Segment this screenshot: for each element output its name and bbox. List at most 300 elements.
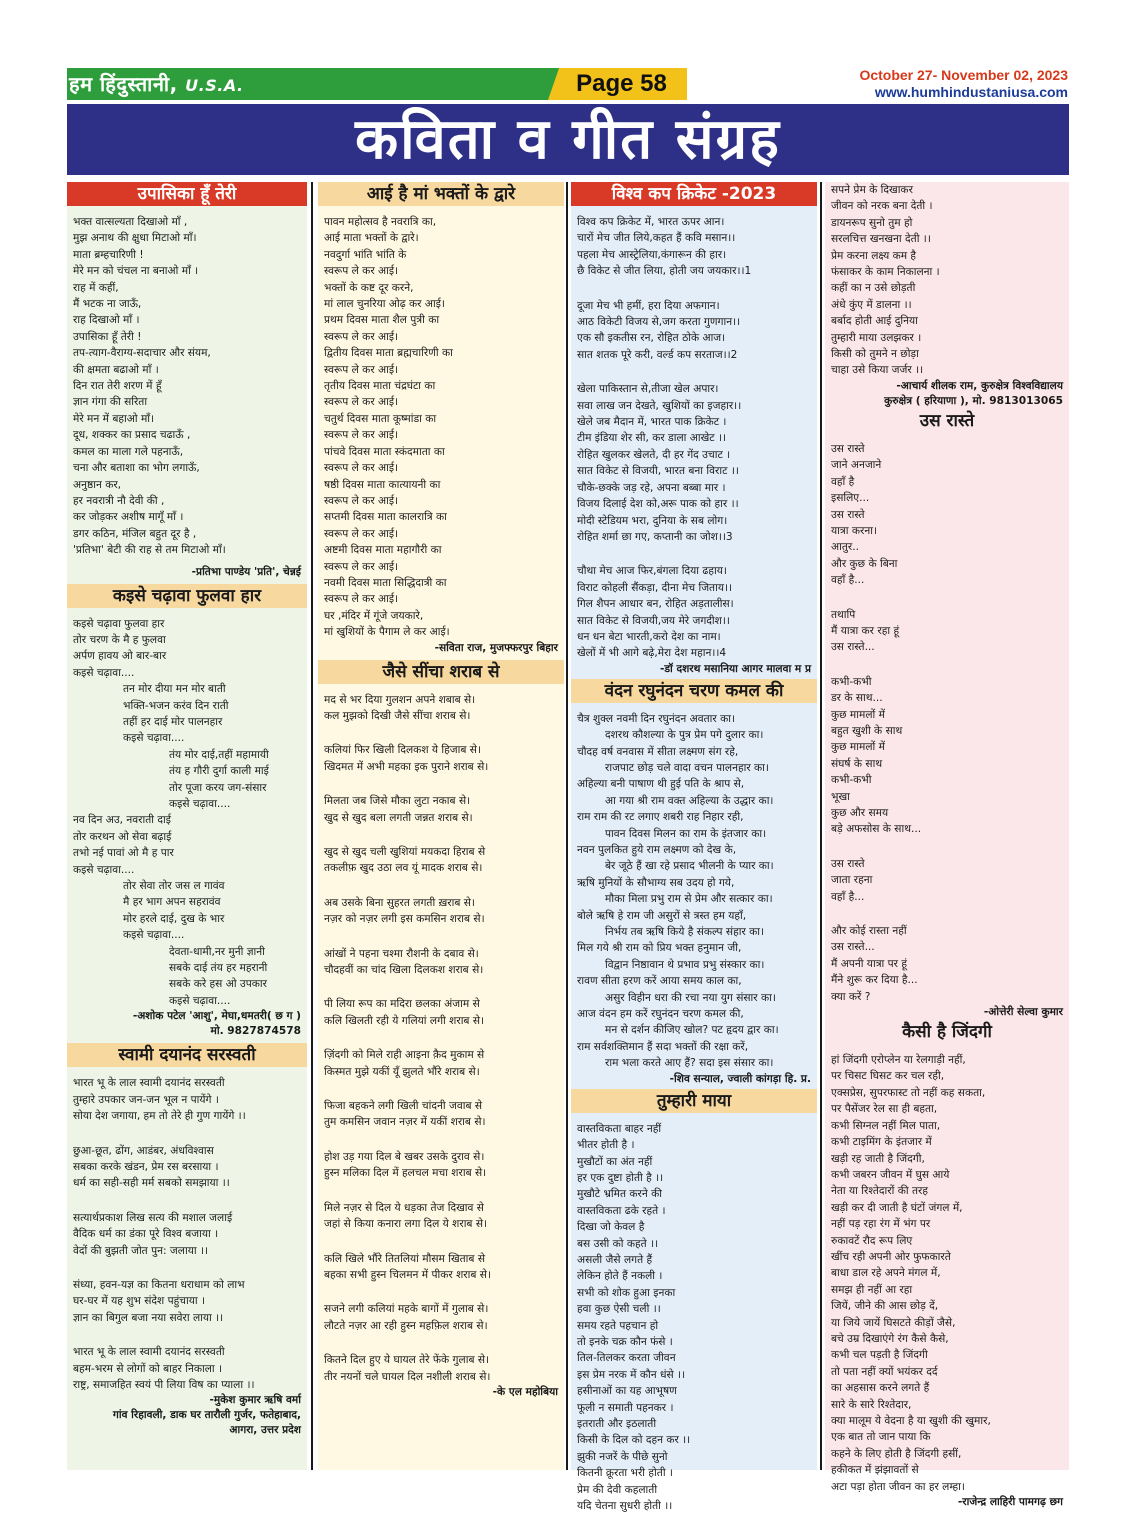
poem-line: फंसाकर के काम निकालना । [831, 266, 940, 279]
poem-line: की क्षमता बढाओ माँ । [73, 363, 159, 376]
poem-line: पावन दिवस मिलन का राम के इंतजार का। [605, 827, 767, 840]
poem-author: -सविता राज, मुजफ्फरपुर बिहार [434, 641, 558, 654]
poem-line: सोया देश जगाया, हम तो तेरे ही गुण गायेंगे ।। [73, 1110, 246, 1123]
poem-line: बर्बाद होती आई दुनिया [831, 315, 918, 328]
poem-body [67, 616, 307, 682]
poem-line: स्वरूप ले कर आई। [324, 527, 399, 540]
poem-line: बस उसी को कहते ।। [577, 1237, 659, 1250]
poem-line: सजने लगी कलियां महके बागों में गुलाब से। [324, 1303, 489, 1316]
poem-line: कुछ मामलों में [831, 741, 885, 754]
section-title: कविता व गीत संग्रह [355, 107, 781, 172]
poem-line: सभी को शोक हुआ इनका [577, 1286, 676, 1299]
poem-line: वहाँ है... [831, 890, 865, 903]
poem-line: वास्तविकता बाहर नहीं [577, 1122, 662, 1135]
brand-logo [69, 70, 244, 98]
poem-line: कहने के लिए होती है जिंदगी हसीं, [831, 1447, 962, 1460]
poem-line: चौके-छक्के जड़ रहे, अपना बब्बा मार । [577, 481, 726, 494]
poem-line: नव दिन अउ, नवराती दाई [73, 814, 171, 827]
poem-line: भारत भू के लाल स्वामी दयानंद सरस्वती [73, 1346, 225, 1359]
poem-line: बहम-भरम से लोगों को बाहर निकाला । [73, 1362, 223, 1375]
poem-line: जाता रहना [831, 874, 873, 887]
poem-line: बड़े अफसोस के साथ... [831, 823, 922, 836]
poem-line: राम सर्वशक्तिमान हैं सदा भक्तों की रक्षा करें, [577, 1040, 749, 1053]
poem-title: कइसे चढ़ावा फुलवा हार [67, 584, 307, 608]
poem-line: नज़र को नज़र लगी इस कमसिन शराब से। [324, 913, 485, 926]
poem-line: मोदी स्टेडियम भरा, दुनिया के सब लोग। [577, 514, 728, 527]
poem-line: सबके करे हस ओ उपकार [169, 978, 267, 991]
poem-line: इसलिए... [831, 492, 870, 505]
poem-line: अब उसके बिना सुहरत लगती ख़राब से। [324, 896, 475, 909]
author-address: कुरुक्षेत्र ( हरियाणा ), मो. 9813013065 [884, 394, 1063, 407]
poem-stanza [825, 923, 1069, 1005]
poem-line: वैदिक धर्म का डंका पूरे विश्व बजाया । [73, 1228, 219, 1241]
poem-line: होश उड़ गया दिल बे खबर उसके दुराव से। [324, 1150, 485, 1163]
poem-title: कैसी है जिंदगी [902, 1022, 992, 1043]
poem-line: हुस्न मलिका दिल में हलचल मचा शराब से। [324, 1167, 487, 1180]
poem-line: स्वरूप ले कर आई। [324, 265, 399, 278]
poem-line: मिल गये श्री राम को प्रिय भक्त हनुमान जी, [577, 942, 742, 955]
poem-line: चारों मेच जीत लिये,कहत हैं कवि मसान।। [577, 232, 736, 245]
poem-line: भूखा [831, 790, 850, 803]
poem-line: आज वंदन हम करें रघुनंदन चरण कमल की, [577, 1008, 744, 1021]
poem-couplet [318, 1149, 564, 1182]
poem-line: तो इनके चक्र कौन फंसे । [577, 1335, 673, 1348]
poem-couplet [318, 946, 564, 979]
poem-line: पावन महोत्सव है नवरात्रि का, [324, 216, 437, 228]
poem-line: नवमी दिवस माता सिद्धिदात्री का [324, 576, 447, 589]
poem-stanza [825, 856, 1069, 905]
poem-line: मैंने शुरू कर दिया है... [831, 974, 918, 987]
poem-line: इतराती और इठलाती [577, 1418, 657, 1430]
poem-line: राम राम की रट लगाए शबरी राह निहार रही, [577, 811, 744, 824]
poem-author: -अशोक पटेल 'आशु', मेघा,धमतरी( छ ग ) [132, 1010, 301, 1023]
poem-line: पहला मेच आस्ट्रेलिया,कंगारून की हार। [577, 248, 727, 261]
poem-stanza [67, 747, 307, 813]
poem-line: द्वितीय दिवस माता ब्रह्मचारिणी का [324, 347, 453, 360]
poem-line: कर जोड़कर अशीष मागूँ माँ । [73, 511, 184, 524]
poem-line: तिल-तिलकर करता जीवन [577, 1352, 676, 1365]
poem-line: कइसे चढ़ावा.... [73, 863, 135, 876]
poem-title: स्वामी दयानंद सरस्वती [67, 1043, 307, 1067]
poem-line: हर एक दुष्टा होती है ।। [577, 1171, 664, 1184]
column-1 [67, 182, 307, 1470]
poem-line: तृतीय दिवस माता चंद्रघंटा का [324, 380, 436, 393]
column-divider [311, 182, 313, 1470]
poem-line: भक्ति-भजन करंव दिन राती [123, 699, 229, 712]
poem-line: बहुत खुशी के साथ [831, 724, 903, 737]
poem-line: मैं यात्रा कर रहा हूं [831, 624, 900, 637]
poem-line: सात विकेट से विजयी, भारत बना विराट ।। [577, 465, 739, 478]
brand-name: हम हिंदुस्तानी, [69, 72, 178, 96]
poem-line: राष्ट्र, समाजहित स्वयं पी लिया विष का प्याला ।। [73, 1378, 255, 1391]
poem-line: घर-घर में यह शुभ संदेश पहुंचाया । [73, 1295, 205, 1308]
poem-line: अष्टमी दिवस माता महागौरी का [324, 544, 442, 557]
poem-line: कितने दिल हुए ये घायल तेरे फेंके गुलाब से। [324, 1354, 490, 1367]
poem-line: क्या करें ? [831, 990, 871, 1003]
poem-line: नवन पुलकित हुये राम लक्ष्मण को देख के, [577, 844, 737, 856]
author-address: गांव रिहावली, डाक घर तारौली गुर्जर, फतेहाबाद, [112, 1409, 301, 1422]
poem-line: डर के साथ... [831, 692, 883, 705]
poem-line: कइसे चढ़ावा.... [169, 798, 231, 810]
poem-line: दूध, शक्कर का प्रसाद चढाऊँ , [73, 429, 191, 442]
poem-line: किसी के दिल को दहन कर ।। [577, 1434, 691, 1447]
poem-line: यदि चेतना सुधरी होती ।। [577, 1500, 673, 1513]
poem-couplet [318, 742, 564, 775]
poem-line: तो पता नहीं क्यों भयंकर दर्द [831, 1365, 938, 1378]
poem-line: मद से भर दिया गुलशन अपने शबाब से। [324, 693, 476, 706]
author-address: आगरा, उत्तर प्रदेश [229, 1424, 301, 1437]
poem-line: सबके दाई तंय हर महरानी [169, 962, 268, 975]
poem-line: तहीं हर दाई मोर पालनहार [123, 715, 223, 728]
poem-line: कभी चल पड़ती है जिंदगी [831, 1349, 928, 1362]
poem-line: डायनरूप सुनो तुम हो [831, 216, 913, 229]
poem-line: खड़ी कर दी जाती है घंटों जंगल में, [831, 1201, 963, 1214]
poem-line: उस रास्ते... [831, 641, 875, 654]
poem-line: स्वरूप ले कर आई। [324, 429, 399, 442]
poem-line: चौथा मेच आज फिर,बंगला दिया ढहाय। [577, 565, 727, 578]
poem-line: चतुर्थ दिवस माता कूष्मांडा का [324, 412, 437, 425]
poem-line: स्वरूप ले कर आई। [324, 560, 399, 573]
poem-couplet [318, 1098, 564, 1131]
poem-line: चाहा उसे किया जर्जर ।। [831, 364, 924, 377]
poem-line: दिखा जो केवल है [577, 1221, 645, 1234]
poem-line: वहाँ है [831, 475, 855, 488]
poem-line: सत्यार्थप्रकाश लिख सत्य की मशाल जलाई [73, 1211, 233, 1224]
poem-line: खिदमत में अभी महका इक पुराने शराब से। [324, 760, 489, 773]
poem-line: माता ब्रम्हचारिणी ! [73, 248, 144, 261]
poem-couplet [318, 996, 564, 1029]
poem-line: अनुष्ठान कर, [73, 478, 122, 491]
poem-line: बोले ऋषि हे राम जी असुरों से त्रस्त हम यहाँ, [577, 909, 747, 922]
poem-line: तंय मोर दाई,तहीं महामायी [169, 748, 269, 761]
poem-title: आई है मां भक्तों के द्वारे [318, 182, 564, 206]
column-2 [318, 182, 564, 1470]
poem-line: कभी-कभी [831, 675, 872, 688]
brand-suffix: U.S.A. [185, 76, 244, 95]
poem-line: कितनी क्रूरता भरी होती । [577, 1467, 673, 1480]
poem-line: षष्ठी दिवस माता कात्यायनी का [324, 478, 441, 491]
poem-line: चौदहवीं का चांद खिला दिलकश शराब से। [324, 964, 484, 977]
poem-line: उस रास्ते [831, 857, 865, 870]
author-phone: मो. 9827874578 [210, 1025, 301, 1038]
poem-line: रावण सीता हरण करें आया समय काल का, [577, 975, 742, 988]
poem-author: -ओत्तेरी सेल्वा कुमार [983, 1006, 1063, 1019]
poem-author: -आचार्य शीलक राम, कुरुक्षेत्र विश्वविद्यालय [896, 379, 1063, 392]
poem-line: एक्सप्रेस, सुपरफास्ट तो नहीं कह सकता, [831, 1086, 986, 1099]
poem-line: धन धन बेटा भारती,करो देश का नाम। [577, 630, 721, 643]
poem-line: नेता या रिश्तेदारों की तरह [831, 1185, 928, 1198]
poem-line: रोहित शर्मा छा गए, कप्तानी का जोश।।3 [577, 530, 733, 543]
poem-line: आई माता भक्तों के द्वारे। [324, 232, 419, 245]
poem-line: तंय ह गौरी दुर्गा काली माई [169, 765, 269, 778]
poem-line: खड़ी रह जाती है जिंदगी, [831, 1152, 925, 1165]
poem-line: चौदह वर्ष वनवास में सीता लक्ष्मण संग रहे, [577, 745, 739, 758]
poem-line: खेलों में भी आगे बढ़े,मेरा देश महान।।4 [577, 647, 727, 660]
poem-line: एक बात तो जान पाया कि [831, 1431, 931, 1444]
poem-line: कइसे चढ़ावा.... [123, 929, 185, 942]
column-divider [820, 182, 822, 1470]
poem-line: सप्तमी दिवस माता कालरात्रि का [324, 511, 447, 524]
poem-line: राह में कहीं, [73, 281, 119, 294]
poem-line: पर चिसट घिसट कर चल रही, [831, 1070, 945, 1083]
poem-stanza [825, 441, 1069, 589]
poem-line: रुकावटें रौद रूप लिए [831, 1234, 913, 1247]
poem-line: आंखों ने पहना चश्मा रौशनी के दबाव से। [324, 947, 479, 960]
poem-line: उपासिका हूँ तेरी ! [73, 330, 142, 343]
poem-line: क्या मालूम ये वेदना है या खुशी की खुमार, [831, 1415, 991, 1427]
poem-title: तुम्हारी माया [571, 1089, 817, 1113]
poem-line: तभो नई पावां ओ मै ह पार [73, 847, 174, 860]
poem-couplet [318, 692, 564, 725]
poem-line: टीम इंडिया शेर सी, कर डाला आखेट ।। [577, 432, 726, 445]
poem-line: आठ विकेटी विजय से,जग करता गुणगान।। [577, 316, 741, 329]
poem-stanza [67, 1344, 307, 1393]
poem-stanza [571, 381, 817, 545]
poem-line: आतुर.. [831, 541, 859, 554]
column-divider [566, 182, 568, 1470]
poem-line: मुझ अनाथ की क्षुधा मिटाओ माँ। [73, 232, 197, 245]
poem-line: रोहित खुलकर खेलते, दी हर गेंद उचाट । [577, 448, 731, 461]
website-link[interactable]: www.humhindustaniusa.com [874, 84, 1068, 100]
poem-author: -शिव सन्याल, ज्वाली कांगड़ा हि. प्र. [669, 1072, 811, 1085]
poem-line: लौटते नज़र आ रही हुस्न महफ़िल शराब से। [324, 1319, 488, 1332]
poem-line: छुआ-छूत, ढोंग, आडंबर, अंधविश्वास [73, 1144, 214, 1157]
poem-line: स्वरूप ले कर आई। [324, 330, 399, 343]
poem-line: भीतर होती है । [577, 1139, 635, 1152]
poem-line: नवदुर्गा भांति भांति के [324, 248, 407, 261]
poem-line: एक सौ इकतीस रन, रोहित ठोके आज। [577, 332, 726, 345]
poem-line: तथापि [831, 608, 856, 621]
poem-line: सबका करके खंडन, प्रेम रस बरसाया । [73, 1160, 219, 1173]
poem-line: कइसे चढ़ावा.... [73, 666, 135, 679]
poem-line: का अहसास करने लगते हैं [831, 1382, 930, 1395]
poem-line: दिन रात तेरी शरण में हूँ [73, 380, 162, 393]
poem-stanza [67, 1143, 307, 1192]
poem-line: कइसे चढ़ावा.... [169, 994, 231, 1007]
poem-line: खुद से खुद चली खुशियां मयकदा हिराब से [324, 846, 486, 858]
poem-line: समझ ही नहीं आ रहा [831, 1283, 913, 1296]
poem-line: तप-त्याग-वैराग्य-सदाचार और संयम, [73, 347, 211, 360]
poem-stanza [67, 878, 307, 944]
poem-line: खुद से खुद बला लगती जन्नत शराब से। [324, 811, 473, 824]
poem-line: ज्ञान का बिगुल बजा नया सवेरा लाया ।। [73, 1311, 224, 1324]
poem-line: तकलीफ़ खुद उठा लव यूं मादक शराब से। [324, 862, 483, 875]
poem-couplet [318, 1200, 564, 1233]
poem-line: वास्तविकता ढके रहते । [577, 1204, 666, 1217]
poem-line: कहीं का न उसे छोड़ती [831, 282, 916, 295]
poem-line: और कोई रास्ता नहीं [831, 925, 907, 938]
poem-line: स्वरूप ले कर आई। [324, 396, 399, 409]
poem-body [825, 1052, 1069, 1495]
poem-line: पी लिया रूप का मदिरा छलका अंजाम से [324, 998, 480, 1011]
poem-line: जहां से किया कनारा लगा दिल ये शराब से। [324, 1218, 488, 1231]
poem-line: तोर पूजा करय जग-संसार [169, 781, 267, 794]
poem-line: कभी सिग्नल नहीं मिल पाता, [831, 1119, 941, 1132]
poem-line: विद्वान निष्ठावान थे प्रभाव प्रभु संस्कार का। [605, 958, 765, 971]
poem-line: स्वरूप ले कर आई। [324, 363, 399, 376]
poem-line: कइसे चढ़ावा.... [123, 732, 185, 745]
poem-line: भक्त वात्सल्यता दिखाओ माँ , [73, 216, 188, 228]
poem-line: प्रेम करना लक्ष्य कम है [831, 249, 917, 262]
poem-author: -मुकेश कुमार ऋषि वर्मा [209, 1394, 301, 1407]
poem-line: स्वरूप ले कर आई। [324, 494, 399, 507]
poem-couplet [318, 895, 564, 928]
poem-couplet [318, 1047, 564, 1080]
poem-line: मिले नज़र से दिल ये धड़का तेज दिखाव से [324, 1201, 484, 1214]
poem-line: मेरे मन में बहाओ माँ। [73, 412, 155, 425]
column-4 [825, 182, 1069, 1509]
poem-line: बाधा डाल रहे अपने मंगल में, [831, 1267, 941, 1280]
poem-line: धर्म का सही-सही मर्म सबको समझाया ।। [73, 1177, 230, 1190]
poem-line: ऋषि मुनियों के सौभाग्य सब उदय हो गये, [577, 876, 735, 889]
poem-couplet [318, 1251, 564, 1284]
poem-line: कभी-कभी [831, 774, 872, 787]
poem-line: चना और बताशा का भोग लगाऊँ, [73, 462, 200, 475]
poem-line: हवा कुछ ऐसी चली ।। [577, 1303, 661, 1316]
poem-line: बेर जूठे हैं खा रहे प्रसाद भीलनी के प्यार का। [605, 860, 774, 873]
poem-line: उस रास्ते [831, 442, 865, 455]
poem-line: निर्भय तब ऋषि किये है संकल्प संहार का। [605, 926, 765, 939]
poem-line: प्रेम की देवी कहलाती [577, 1483, 658, 1496]
poem-line: कुछ और समय [831, 807, 889, 819]
poem-line: तीर नयनों चले घायल दिल नशीली शराब से। [324, 1370, 491, 1383]
poem-line: और कुछ के बिना [831, 557, 898, 570]
poem-line: सात विकेट से विजयी,जय मेरे जगदीश।। [577, 614, 730, 627]
poem-line: यात्रा करना। [831, 524, 877, 537]
poem-stanza [571, 214, 817, 280]
poem-line: विश्व कप क्रिकेट में, भारत ऊपर आन। [577, 216, 725, 228]
poem-line: बचे उम्र दिखाएंगे रंग कैसे कैसे, [831, 1332, 949, 1345]
poem-line: ज्ञान गंगा की सरिता [73, 396, 148, 409]
poem-line: वेदों की बुझती जोत पुन: जलाया ।। [73, 1244, 208, 1257]
poem-line: स्वरूप ले कर आई। [324, 593, 399, 606]
poem-line: प्रथम दिवस माता शैल पुत्री का [324, 314, 440, 327]
poem-stanza [825, 674, 1069, 838]
poem-line: तुम कमसिन जवान नज़र में यकीं शराब से। [324, 1116, 486, 1129]
poem-line: मेरे मन को चंचल ना बनाओ माँ । [73, 265, 199, 278]
poem-line: कलि खिले भौंरे तितलियां मौसम खिताब से [324, 1252, 485, 1265]
poem-line: छै विकेट से जीत लिया, होती जय जयकार।।1 [577, 265, 752, 278]
poem-line: राम भला करते आए हैं? सदा इस संसार का। [605, 1057, 774, 1070]
poem-line: सपने प्रेम के दिखाकर [831, 184, 913, 196]
poem-line: हकीकत में झंझावतों से [831, 1464, 919, 1477]
poem-line: समय रहते पहचान हो [577, 1319, 659, 1332]
poem-line: डगर कठिन, मंजिल बहुत दूर है , [73, 527, 197, 540]
column-3 [571, 182, 817, 1513]
poem-stanza [67, 944, 307, 1010]
poem-line: तन मोर दीया मन मोर बाती [123, 683, 226, 696]
poem-line: मुखौटे भ्रमित करने की [577, 1188, 662, 1201]
poem-stanza [825, 607, 1069, 656]
poem-line: हसीनाओं का यह आभूषण [577, 1385, 677, 1398]
poem-line: कमल का माला गले पहनाऊँ, [73, 445, 184, 458]
poem-line: राह दिखाओ माँ । [73, 314, 140, 327]
poem-line: कलियां फिर खिली दिलकश ये हिजाब से। [324, 744, 481, 757]
poem-line: फिजा बहकने लगी खिली चांदनी जवाब से [324, 1100, 483, 1113]
poem-line: सात शतक पूरे करी, वर्ल्ड कप सरताज।।2 [577, 348, 738, 361]
poem-line: कुछ मामलों में [831, 708, 885, 721]
poem-line: भक्तों के कष्ट दूर करने, [324, 281, 414, 294]
poem-stanza [67, 1210, 307, 1259]
poem-line: असली जैसे लगते हैं [577, 1253, 653, 1266]
poem-stanza [67, 812, 307, 878]
poem-line: लेकिन होते हैं नकली । [577, 1270, 663, 1283]
poem-line: तोर चरण के मै ह फुलवा [73, 633, 166, 646]
poem-line: विराट कोहली सैंकड़ा, दीना मेच जिताय।। [577, 581, 733, 594]
poem-body [571, 1121, 817, 1515]
poem-line: कइसे चढ़ावा फुलवा हार [73, 617, 165, 630]
poem-line: हर नवरात्री नौ देवी की , [73, 494, 165, 507]
poem-line: गिल शैपन आधार बन, रोहित अड़तालीस। [577, 598, 734, 611]
poem-line: स्वरूप ले कर आई। [324, 462, 399, 475]
poem-couplet [318, 844, 564, 877]
poem-line: सारे के सारे रिश्तेदार, [831, 1398, 912, 1411]
poem-line: मैं अपनी यात्रा पर हूं [831, 957, 907, 970]
poem-line: खींच रही अपनी ओर फुफकारते [831, 1250, 951, 1263]
poem-line: नहीं पड़ रहा रंग में भंग पर [831, 1218, 931, 1231]
poem-body [318, 214, 564, 641]
poem-line: पर पैसेंजर रेल सा ही बहता, [831, 1103, 938, 1116]
poem-line: राजपाट छोड़ चले वादा वचन पालनहार का। [605, 761, 769, 774]
poem-author: -राजेन्द्र लाहिरी पामगढ़ छग [957, 1496, 1063, 1509]
poem-line: जीवन को नरक बना देती । [831, 200, 933, 213]
page-number: Page 58 [576, 70, 667, 97]
poem-line: मौका मिला प्रभु राम से प्रेम और सत्कार का। [605, 893, 773, 906]
poem-line: तुम्हारे उपकार जन-जन भूल न पायेंगे । [73, 1093, 219, 1106]
poem-stanza [67, 1075, 307, 1124]
poem-line: दूजा मेच भी हमीं, हरा दिया अफगान। [577, 299, 720, 312]
poem-line: उस रास्ते... [831, 941, 875, 954]
poem-couplet [318, 1352, 564, 1385]
poem-couplet [318, 793, 564, 826]
poem-line: या जिये जायें घिसटते कीड़ों जैसे, [831, 1316, 956, 1329]
poem-title: विश्व कप क्रिकेट -2023 [571, 182, 817, 206]
poem-line: असुर विहीन धरा की रचा नया युग संसार का। [605, 991, 776, 1004]
poem-line: संघर्ष के साथ [831, 757, 883, 770]
poem-line: किसी को तुमने न छोड़ा [831, 348, 919, 361]
poem-stanza [571, 298, 817, 364]
poem-line: इस प्रेम नरक में कौन धंसे ।। [577, 1368, 686, 1381]
poem-stanza [67, 1277, 307, 1326]
issue-date: October 27- November 02, 2023 [859, 67, 1068, 83]
poem-author: -के एल महोबिया [492, 1385, 558, 1398]
poem-line: फूली न समाती पहनकर । [577, 1401, 674, 1414]
poem-line: जाने अनजाने [831, 459, 882, 472]
poem-line: मैं भटक ना जाऊँ, [73, 298, 142, 311]
poem-line: खेला पाकिस्तान से,तीजा खेल अपार। [577, 383, 719, 396]
poem-line: झुकी नजरें के पीछे सुनो [577, 1450, 668, 1463]
poem-line: अंधे कुंए में डालना ।। [831, 298, 912, 311]
poem-line: वहाँ है... [831, 574, 865, 587]
poem-line: खेले जब मैदान में, भारत पाक क्रिकेट । [577, 416, 727, 429]
poem-line: तुम्हारी माया उलझकर । [831, 331, 922, 344]
poem-body [571, 711, 817, 1072]
poem-title: उस रास्ते [919, 410, 975, 431]
poem-line: तोर सेवा तोर जस ल गावंव [123, 880, 225, 893]
poem-line: भारत भू के लाल स्वामी दयानंद सरस्वती [73, 1077, 225, 1090]
poem-line: मोर हरले दाई, दुख के भार [123, 912, 225, 925]
poem-line: कल मुझको दिखी जैसे सींचा शराब से। [324, 709, 471, 722]
poem-line: बहका सभी हुस्न चिलमन में पीकर शराब से। [324, 1268, 491, 1281]
poem-line: दशरथ कौशल्या के पुत्र प्रेम पगे दुलार का। [605, 729, 764, 742]
poem-line: मै हर भाग अपन सहरावंव [123, 896, 221, 909]
poem-line: संध्या, हवन-यज्ञ का कितना धराधाम को लाभ [73, 1278, 245, 1291]
poem-couplet [318, 1301, 564, 1334]
poem-line: किस्मत मुझे यकीं यूँ झुलते भौंरे शराब से। [324, 1065, 480, 1078]
poem-line: कभी टाइमिंग के इंतजार में [831, 1136, 932, 1149]
poem-line: चैत्र शुक्ल नवमी दिन रघुनंदन अवतार का। [577, 712, 736, 725]
poem-stanza [571, 563, 817, 661]
